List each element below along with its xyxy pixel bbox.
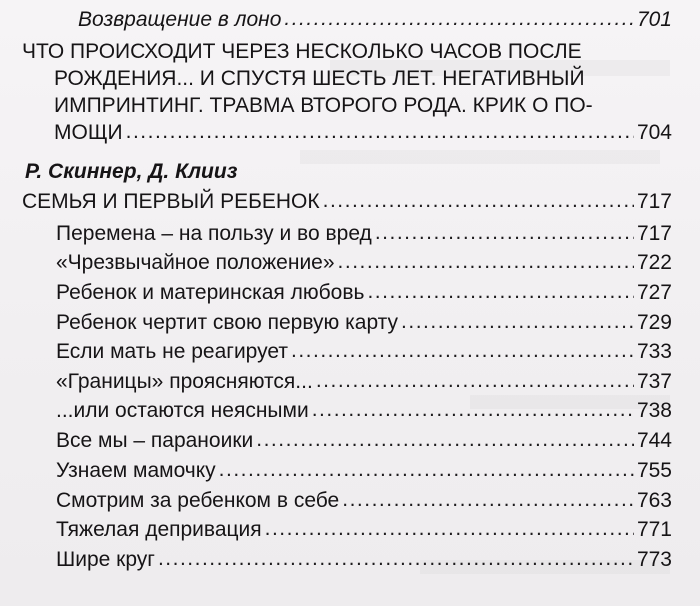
leader-dots [219, 456, 634, 483]
leader-dots [401, 308, 634, 335]
author-name: Р. Скиннер, Д. Клииз [25, 160, 238, 183]
toc-entry [56, 220, 672, 247]
toc-entry [56, 397, 672, 424]
toc-entry-page: 701 [636, 8, 672, 31]
toc-entry [56, 516, 672, 543]
leader-dots [256, 426, 634, 453]
chapter-title-line: ЧТО ПРОИСХОДИТ ЧЕРЕЗ НЕСКОЛЬКО ЧАСОВ ПОСЛЕ [22, 40, 582, 63]
leader-dots [338, 248, 634, 275]
leader-dots [265, 515, 634, 542]
toc-entry-page: 717 [636, 190, 672, 213]
toc-entry [56, 368, 672, 395]
toc-entry [56, 338, 672, 365]
leader-dots [126, 118, 634, 145]
leader-dots [323, 187, 634, 214]
toc-entry-title: Узнаем мамочку [56, 459, 216, 482]
toc-entry-title: Перемена – на пользу и во вред [56, 222, 372, 245]
toc-entry-title: «Чрезвычайное положение» [56, 251, 335, 274]
toc-entry-title: Ребенок чертит свою первую карту [56, 311, 399, 334]
toc-chapter-block [22, 38, 672, 146]
leader-dots [158, 545, 634, 572]
bleed-through-shading [300, 150, 660, 164]
leader-dots [284, 5, 634, 32]
toc-entry-top [78, 6, 672, 33]
toc-entry [56, 249, 672, 276]
toc-entry-page: 704 [636, 121, 672, 144]
toc-entry-page: 737 [636, 370, 672, 393]
toc-entry [56, 546, 672, 573]
toc-entry-title: Возвращение в лоно [78, 8, 282, 31]
leader-dots [367, 278, 634, 305]
leader-dots [342, 486, 634, 513]
toc-entry-page: 771 [636, 518, 672, 541]
toc-entry-page: 773 [636, 548, 672, 571]
toc-chapter-entry [22, 188, 672, 215]
toc-entry [56, 427, 672, 454]
toc-entry-title: Смотрим за ребенком в себе [56, 489, 340, 512]
chapter-title-line: РОЖДЕНИЯ... И СПУСТЯ ШЕСТЬ ЛЕТ. НЕГАТИВНЫЙ [54, 67, 585, 90]
chapter-title-last-line [22, 119, 672, 146]
toc-entry-title: Тяжелая депривация [56, 518, 262, 541]
toc-entry-page: 744 [636, 429, 672, 452]
leader-dots [291, 337, 634, 364]
toc-entry-title: Шире круг [56, 548, 155, 571]
toc-entry [56, 309, 672, 336]
toc-entry-page: 729 [636, 311, 672, 334]
toc-entry-page: 755 [636, 459, 672, 482]
leader-dots [316, 367, 634, 394]
toc-entry-title: Ребенок и материнская любовь [56, 281, 365, 304]
toc-entry [56, 487, 672, 514]
toc-entry [56, 457, 672, 484]
toc-entry-title: Все мы – параноики [56, 429, 254, 452]
toc-entry [56, 279, 672, 306]
chapter-title-line: ИМПРИНТИНГ. ТРАВМА ВТОРОГО РОДА. КРИК О ПО- [54, 94, 593, 117]
toc-entry-page: 738 [636, 399, 672, 422]
leader-dots [375, 219, 634, 246]
toc-entry-page: 727 [636, 281, 672, 304]
toc-entry-page: 733 [636, 340, 672, 363]
toc-entry-title: СЕМЬЯ И ПЕРВЫЙ РЕБЕНОК [22, 190, 320, 213]
toc-entry-page: 722 [636, 251, 672, 274]
toc-entry-page: 717 [636, 222, 672, 245]
toc-entry-page: 763 [636, 489, 672, 512]
chapter-title-line: МОЩИ [54, 121, 123, 144]
toc-entry-title: ...или остаются неясными [56, 399, 309, 422]
leader-dots [312, 396, 634, 423]
toc-entry-title: Если мать не реагирует [56, 340, 288, 363]
toc-entry-title: «Границы» проясняются... [56, 370, 313, 393]
